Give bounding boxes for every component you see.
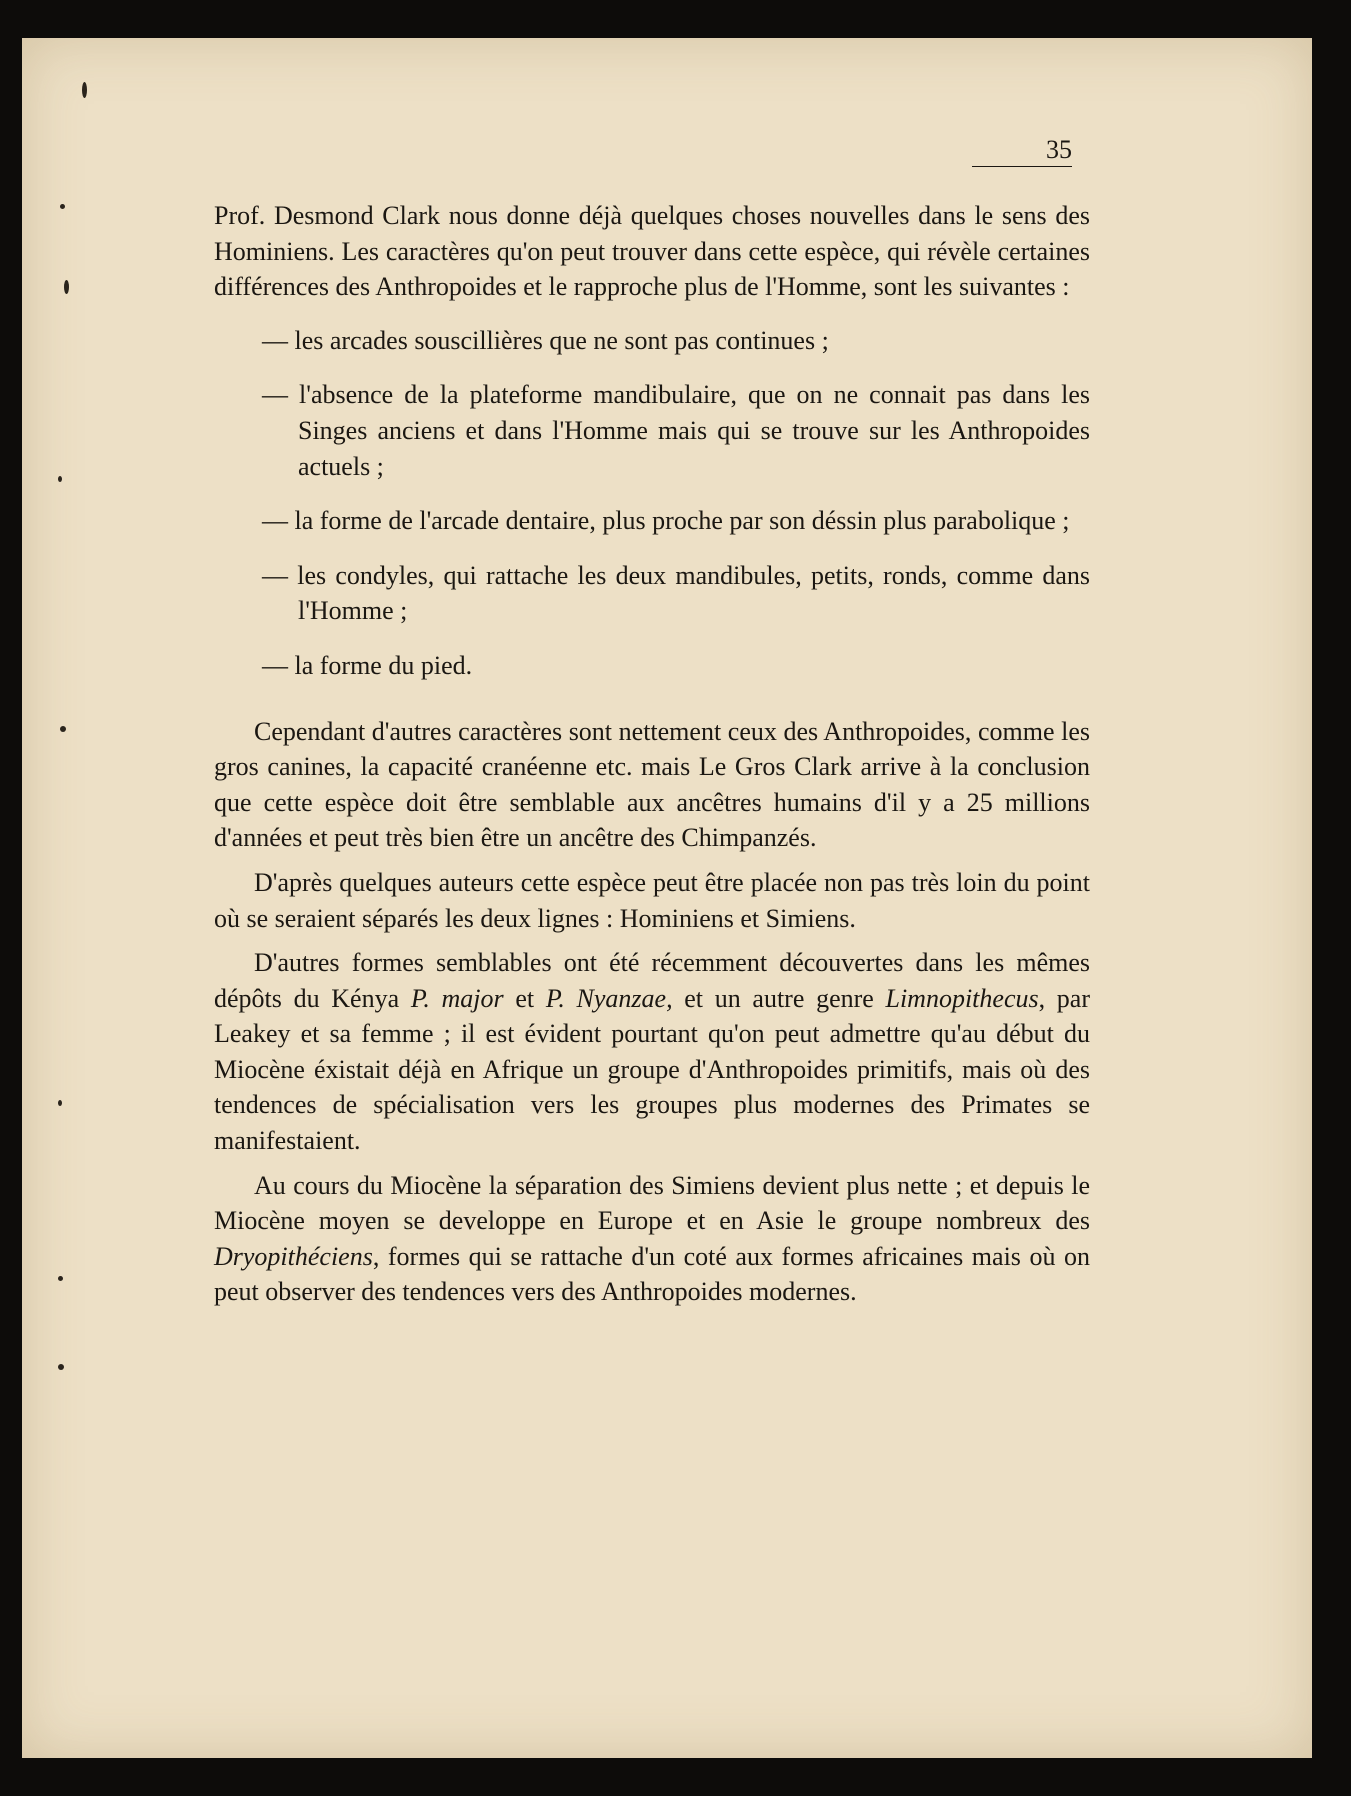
list-item: — les arcades souscillières que ne sont pas continues ;: [262, 325, 829, 355]
text-run: , par Leakey et sa femme ; il est évident pourtant qu'on peut admettre qu'au début du Miocène éxistait déjà en Afrique un groupe d'Anthropoides primitifs, mais où des tendences de spécialisation vers les groupes plus modernes des Primates se manifestaient.: [214, 983, 1090, 1156]
margin-speck: [82, 82, 87, 98]
list-item: — la forme du pied.: [262, 650, 473, 680]
page-body: [214, 198, 1090, 1319]
species-name: P. Nyanzae,: [545, 983, 673, 1013]
species-name: P. major: [410, 983, 504, 1013]
list-item: — les condyles, qui rattache les deux mandibules, petits, ronds, comme dans l'Homme ;: [262, 560, 1090, 626]
paragraph-cependant: Cependant d'autres caractères sont nettement ceux des Anthropoides, comme les gros canines, la capacité cranéenne etc. mais Le Gros Clark arrive à la conclusion que cette espèce doit être semblable aux ancêtres humains d'il y a 25 millions d'années et peut très bien être un ancêtre des Chimpanzés.: [214, 716, 1090, 853]
text-run: , formes qui se rattache d'un coté aux formes africaines mais où on peut observer des tendences vers des Anthropoides modernes.: [214, 1241, 1090, 1307]
margin-speck: [58, 1100, 62, 1106]
margin-speck: [60, 726, 66, 732]
genus-name: Limnopithecus: [885, 983, 1039, 1013]
paragraph-au-cours: [214, 1168, 1090, 1310]
margin-speck: [58, 476, 62, 482]
book-page: [22, 38, 1312, 1758]
paragraph-dautres-formes: [214, 945, 1090, 1159]
margin-speck: [60, 204, 65, 209]
margin-speck: [58, 1364, 64, 1370]
paragraph-dapres: D'après quelques auteurs cette espèce peut être placée non pas très loin du point où se seraient séparés les deux lignes : Hominiens et Simiens.: [214, 867, 1090, 933]
page-number: 35: [972, 135, 1072, 167]
group-name: Dryopithéciens: [214, 1241, 373, 1271]
list-item: — l'absence de la plateforme mandibulaire, que on ne connait pas dans les Singes anciens et dans l'Homme mais qui se trouve sur les Anthropoides actuels ;: [262, 380, 1090, 481]
list-item: — la forme de l'arcade dentaire, plus proche par son déssin plus parabolique ;: [262, 506, 1070, 536]
intro-paragraph: Prof. Desmond Clark nous donne déjà quelques choses nouvelles dans le sens des Hominiens. Les caractères qu'on peut trouver dans cette espèce, qui révèle certaines différences des Anthropoides et le rapproche plus de l'Homme, sont les suivantes :: [214, 201, 1090, 302]
margin-speck: [58, 1276, 63, 1281]
margin-speck: [64, 280, 69, 294]
text-run: D'autres formes semblables ont été récemment découvertes dans les mêmes dépôts du Kénya: [214, 948, 1090, 1013]
text-run: et un autre genre: [672, 983, 886, 1013]
text-run: et: [503, 983, 546, 1013]
text-run: Au cours du Miocène la séparation des Simiens devient plus nette ; et depuis le Miocène moyen se developpe en Europe et en Asie le groupe nombreux des: [214, 1170, 1090, 1236]
